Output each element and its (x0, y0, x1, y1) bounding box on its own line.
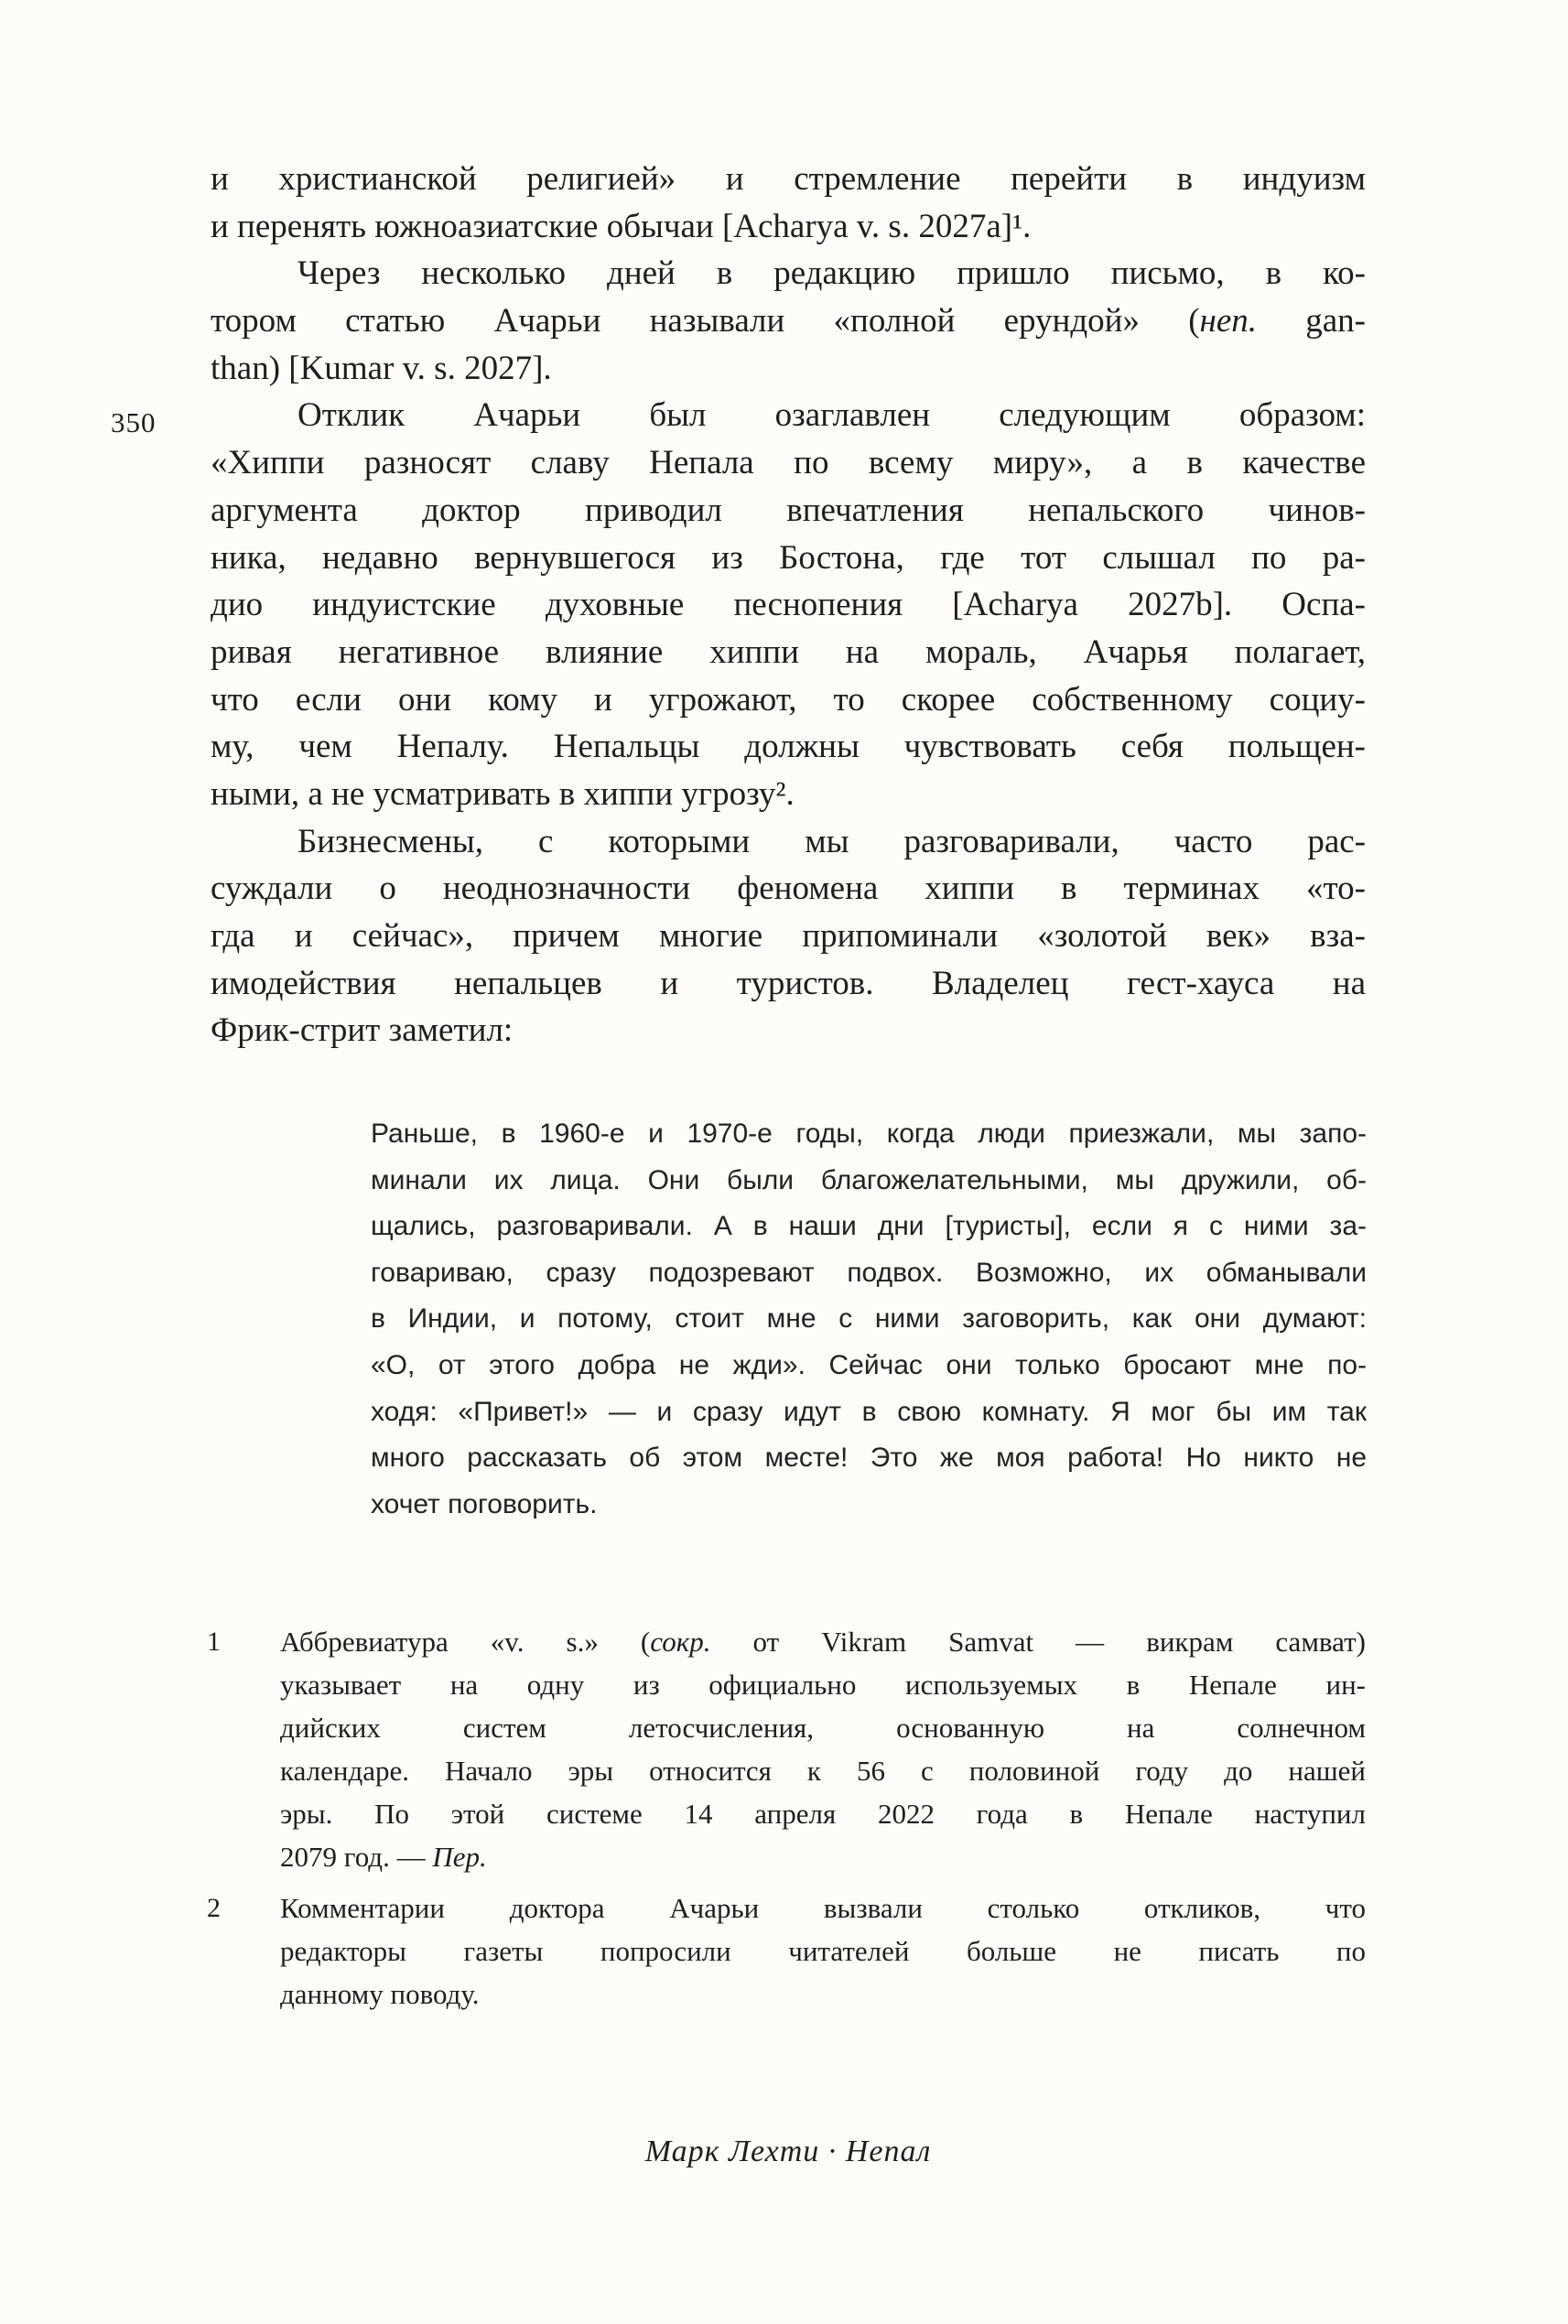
text-run: 2079 год. — (280, 1841, 433, 1873)
text-line: Фрик-стрит заметил: (211, 1011, 514, 1050)
text-line: Через несколько дней в редакцию пришло письмо, в ко- (297, 254, 1366, 293)
text-line: говариваю, сразу подозревают подвох. Возможно, их обманывали (371, 1257, 1367, 1288)
text-line: указывает на одну из официально используемых в Непале ин- (280, 1669, 1366, 1701)
footnote-marker: 2 (207, 1893, 221, 1923)
text-line (280, 1620, 1366, 1663)
italic-text-run: Пер. (432, 1841, 487, 1873)
text-run: от Vikram Samvat — викрам самват) (710, 1626, 1366, 1658)
footnote-marker: 1 (207, 1627, 221, 1657)
text-line: Раньше, в 1960-е и 1970-е годы, когда люди приезжали, мы запо- (371, 1119, 1367, 1149)
text-line: than) [Kumar v. s. 2027]. (211, 349, 552, 387)
text-line: ривая негативное влияние хиппи на мораль, Ачарья полагает, (211, 632, 1366, 671)
text-line: что если они кому и угрожают, то скорее собственному социу- (211, 680, 1366, 719)
text-line: и христианской религией» и стремление перейти в индуизм (211, 160, 1366, 198)
text-line: дио индуистские духовные песнопения [Acharya 2027b]. Оспа- (211, 586, 1366, 624)
text-line: много рассказать об этом месте! Это же моя работа! Но никто не (371, 1443, 1367, 1474)
main-text-column (211, 156, 1366, 1054)
text-line: календаре. Начало эры относится к 56 с половиной году до нашей (280, 1755, 1366, 1787)
text-line: ходя: «Привет!» — и сразу идут в свою комнату. Я мог бы им так (371, 1396, 1367, 1427)
text-line: и перенять южноазиатские обычаи [Acharya v. s. 2027a]¹. (211, 207, 1032, 245)
text-line: Отклик Ачарьи был озаглавлен следующим образом: (297, 396, 1366, 435)
paragraph-3 (211, 392, 1366, 817)
text-run: gan- (1257, 302, 1366, 340)
footnote-1 (207, 1620, 1366, 1878)
text-line: ными, а не усматривать в хиппи угрозу². (211, 774, 795, 813)
text-line: му, чем Непалу. Непальцы должны чувствовать себя польщен- (211, 728, 1366, 766)
text-run: Аббревиатура «v. s.» ( (280, 1626, 651, 1658)
italic-text-run: неп. (1199, 302, 1258, 340)
text-line: «Хиппи разносят славу Непала по всему миру», а в качестве (211, 444, 1366, 482)
text-line: дийских систем летосчисления, основанную на солнечном (280, 1712, 1366, 1744)
text-line: в Индии, и потому, стоит мне с ними заговорить, как они думают: (371, 1303, 1367, 1335)
text-line: минали их лица. Они были благожелательными, мы дружили, об- (371, 1164, 1367, 1195)
text-line: данному поводу. (280, 1978, 480, 2010)
running-footer: Марк Лехти · Непал (644, 2135, 932, 2168)
text-run: тором статью Ачарьи называли «полной ерундой» ( (211, 302, 1200, 340)
footnote-2 (207, 1886, 1366, 2016)
block-quote (371, 1111, 1367, 1528)
text-line: аргумента доктор приводил впечатления непальского чинов- (211, 491, 1366, 529)
paragraph-1 (211, 156, 1366, 250)
text-line: хочет поговорить. (371, 1488, 598, 1519)
text-line: Комментарии доктора Ачарьи вызвали столько откликов, что (280, 1892, 1366, 1924)
text-line: гда и сейчас», причем многие припоминали «золотой век» вза- (211, 917, 1366, 955)
text-line: суждали о неоднозначности феномена хиппи в терминах «то- (211, 870, 1366, 908)
footnotes-section (207, 1620, 1366, 2016)
paragraph-2 (211, 250, 1366, 392)
text-line (211, 297, 1366, 345)
text-line: эры. По этой системе 14 апреля 2022 года в Непале наступил (280, 1798, 1366, 1830)
paragraph-4 (211, 818, 1366, 1054)
page-number: 350 (111, 406, 157, 438)
text-line: редакторы газеты попросили читателей больше не писать по (280, 1935, 1366, 1967)
text-line: щались, разговаривали. А в наши дни [туристы], если я с ними за- (371, 1211, 1367, 1242)
text-line: «О, от этого добра не жди». Сейчас они только бросают мне по- (371, 1349, 1367, 1380)
text-line: имодействия непальцев и туристов. Владелец гест-хауса на (211, 964, 1366, 1002)
text-line: ника, недавно вернувшегося из Бостона, где тот слышал по ра- (211, 538, 1366, 577)
italic-text-run: сокр. (650, 1626, 711, 1658)
text-line: Бизнесмены, с которыми мы разговаривали, часто рас- (297, 822, 1366, 860)
text-line (280, 1835, 1366, 1878)
